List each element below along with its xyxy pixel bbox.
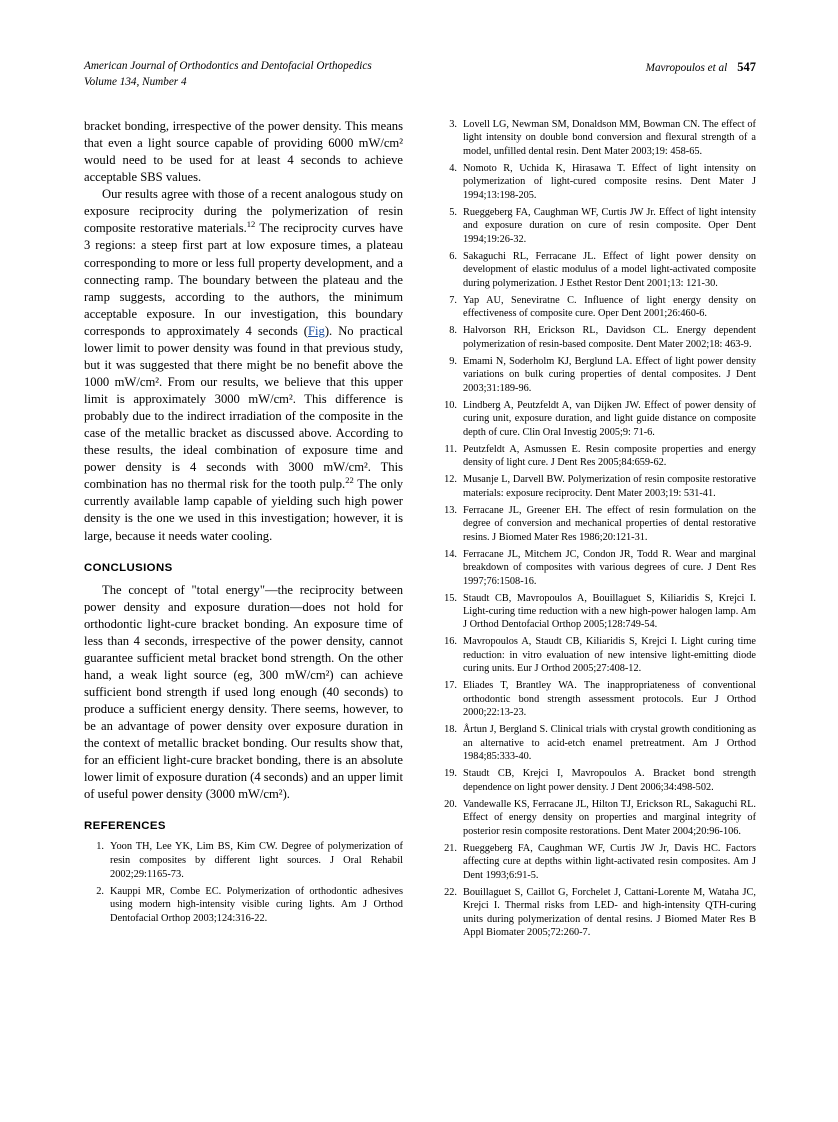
reference-number: 17.	[444, 680, 457, 692]
reference-text: Yoon TH, Lee YK, Lim BS, Kim CW. Degree of polymerization of resin composites by different light sources. J Oral Rehabil 2002;29:1165-73.	[110, 841, 403, 880]
reference-text: Vandewalle KS, Ferracane JL, Hilton TJ, Erickson RL, Sakaguchi RL. Effect of energy density on properties and marginal integrity of posterior resin composite restorations. Dent Mater 2004;20:96-106.	[463, 798, 756, 837]
reference-number: 14.	[444, 548, 457, 560]
header-authors-page	[646, 58, 756, 76]
reference-number: 12.	[444, 474, 457, 486]
journal-name: American Journal of Orthodontics and Dentofacial Orthopedics	[84, 60, 372, 72]
list-item	[437, 886, 756, 940]
list-item	[437, 162, 756, 202]
list-item	[437, 443, 756, 470]
reference-text: Halvorson RH, Erickson RL, Davidson CL. Energy dependent polymerization of resin-based composite. Dent Mater 2002;18: 463-9.	[463, 325, 756, 350]
two-column-layout	[84, 118, 756, 950]
paragraph-continuation: bracket bonding, irrespective of the power density. This means that even a light source capable of providing 6000 mW/cm² would need to be used for at least 4 seconds to achieve acceptable SBS values.	[84, 119, 403, 185]
reference-number: 4.	[449, 162, 457, 174]
list-item	[437, 723, 756, 763]
list-item	[437, 504, 756, 544]
list-item	[437, 250, 756, 290]
reference-text: Emami N, Soderholm KJ, Berglund LA. Effect of light power density variations on bulk curing properties of dental composites. J Dent 2003;31:189-96.	[463, 355, 756, 394]
reference-number: 5.	[449, 206, 457, 218]
reference-number: 16.	[444, 636, 457, 648]
reference-text: Lovell LG, Newman SM, Donaldson MM, Bowman CN. The effect of light intensity on double bond conversion and flexural strength of a model, unfilled dental resin. Dent Mater 2003;19: 458-65.	[463, 119, 756, 157]
reference-text: Bouillaguet S, Caillot G, Forchelet J, Cattani-Lorente M, Wataha JC, Krejci I. Thermal risks from LED- and high-intensity QTH-curing units during polymerization of dental resins. J Biomed Mater Res B Appl Biomater 2005;72:260-7.	[463, 886, 756, 939]
reference-list-right	[437, 118, 756, 947]
reference-text: Peutzfeldt A, Asmussen E. Resin composite properties and energy density of light cure. J Dent Res 2005;84:659-62.	[463, 443, 756, 469]
figure-link[interactable]: Fig	[308, 323, 325, 338]
list-item	[437, 842, 756, 882]
list-item	[437, 548, 756, 588]
right-column	[437, 118, 756, 950]
para2-part2: The reciprocity curves have 3 regions: a steep first part at low exposure times, a plateau corresponding to more or less full property development, and a connecting ramp. The boundary between the plateau and the ramp suggests, according to the authors, the minimum acceptable exposure. In our investigation, this boundary corresponds to approximately 4 seconds (	[84, 221, 403, 338]
reference-text: Yap AU, Seneviratne C. Influence of light energy density on effectiveness of composite cure. Oper Dent 2001;26:460-6.	[463, 294, 756, 320]
reference-number: 1.	[96, 841, 104, 853]
list-item	[437, 294, 756, 321]
citation-22: 22	[345, 475, 354, 486]
list-item	[437, 767, 756, 794]
reference-text: Staudt CB, Krejci I, Mavropoulos A. Bracket bond strength dependence on light power density. J Dent 2006;34:498-502.	[463, 768, 756, 793]
reference-number: 11.	[444, 443, 457, 455]
reference-number: 2.	[96, 885, 104, 897]
reference-text: Rueggeberg FA, Caughman WF, Curtis JW Jr, Davis HC. Factors affecting cure at depths within light-activated resin composites. Am J Dent 1993;6:91-5.	[463, 842, 756, 881]
left-column	[84, 118, 403, 950]
list-item	[84, 885, 403, 926]
list-item	[437, 118, 756, 158]
reference-number: 6.	[449, 250, 457, 262]
list-item	[84, 840, 403, 881]
list-item	[437, 355, 756, 395]
paragraph-conclusions: The concept of "total energy"—the reciprocity between power density and exposure duration—does not hold for orthodontic light-cure bracket bonding. An exposure time of less than 4 seconds, irrespective of the power density, cannot guarantee sufficient metal bracket bond strength. On the other hand, a weak light source (eg, 300 mW/cm²) can achieve sufficient bond strength if used long enough (40 seconds) to produce a sufficient energy density. There seems, however, to be an advantage of power density over exposure duration in the context of metallic bracket bonding. Our results show that, for an efficient light-cure bracket bonding, there is an absolute lower limit of exposure duration (4 seconds) and an upper limit of useful power density (3000 mW/cm²).	[84, 582, 403, 802]
reference-number: 19.	[444, 768, 457, 780]
reference-number: 3.	[449, 119, 457, 130]
references-heading: REFERENCES	[84, 820, 166, 833]
reference-number: 21.	[444, 842, 457, 854]
list-item	[437, 592, 756, 632]
journal-title-block	[84, 58, 372, 90]
page-number: 547	[737, 60, 756, 74]
reference-text: Musanje L, Darvell BW. Polymerization of resin composite restorative materials: exposure reciprocity. Dent Mater 2003;19: 531-41.	[463, 474, 756, 499]
reference-number: 22.	[444, 886, 457, 898]
reference-number: 15.	[444, 592, 457, 604]
reference-text: Eliades T, Brantley WA. The inappropriateness of conventional orthodontic bond strength assessment protocols. Eur J Orthod 2000;22:13-23.	[463, 680, 756, 719]
page-header	[84, 58, 756, 90]
list-item	[437, 399, 756, 439]
reference-number: 8.	[449, 325, 457, 337]
journal-volume: Volume 134, Number 4	[84, 76, 187, 89]
reference-number: 18.	[444, 724, 457, 736]
citation-12: 12	[246, 219, 256, 230]
reference-text: Mavropoulos A, Staudt CB, Kiliaridis S, Krejci I. Light curing time reduction: in vitro evaluation of new intensive light-emitting diode curing units. Eur J Orthod 2005;27:408-12.	[463, 636, 756, 675]
reference-text: Staudt CB, Mavropoulos A, Bouillaguet S, Kiliaridis S, Krejci I. Light-curing time reduction with a new high-power halogen lamp. Am J Orthod Dentofacial Orthop 2005;128:749-54.	[463, 592, 756, 631]
reference-text: Sakaguchi RL, Ferracane JL. Effect of light power density on development of elastic modulus of a model light-activated composite during polymerization. J Esthet Restor Dent 2001;13: 121-30.	[463, 250, 756, 289]
reference-number: 20.	[444, 798, 457, 810]
list-item	[437, 679, 756, 719]
reference-number: 9.	[449, 355, 457, 367]
list-item	[437, 635, 756, 675]
reference-text: Kauppi MR, Combe EC. Polymerization of orthodontic adhesives using modern high-intensity visible curing lights. Am J Orthod Dentofacial Orthop 2003;124:316-22.	[110, 885, 403, 924]
para2-part3: ). No practical lower limit to power density was found in that previous study, but it was suggested that there might be no benefit above the 1000 mW/cm². From our results, we believe that this upper limit is approximately 3000 mW/cm². This difference is probably due to the indirect irradiation of the composite in the case of the metallic bracket as discussed above. According to these results, the ideal combination of exposure time and power density is 4 seconds with 3000 mW/cm². This combination has no thermal risk for the tooth pulp.	[84, 323, 403, 492]
reference-number: 13.	[444, 504, 457, 516]
reference-text: Ferracane JL, Mitchem JC, Condon JR, Todd R. Wear and marginal breakdown of composites with various degrees of cure. J Dent Res 1997;76:1508-16.	[463, 548, 756, 587]
reference-text: Nomoto R, Uchida K, Hirasawa T. Effect of light intensity on polymerization of light-cured composite resins. Dent Mater J 1994;13:198-205.	[463, 162, 756, 201]
running-authors: Mavropoulos et al	[645, 62, 728, 74]
para2-part4: The only currently available lamp capable of yielding such high power density is the one we used in this investigation; however, it is large, because it needs water cooling.	[84, 477, 403, 543]
paragraph-discussion	[84, 186, 403, 544]
reference-number: 7.	[449, 294, 457, 306]
reference-list-left	[84, 840, 403, 925]
list-item	[437, 473, 756, 500]
list-item	[437, 798, 756, 838]
conclusions-heading: CONCLUSIONS	[84, 561, 173, 574]
list-item	[437, 324, 756, 351]
reference-number: 10.	[444, 399, 457, 411]
reference-text: Ferracane JL, Greener EH. The effect of resin formulation on the degree of conversion and mechanical properties of dental restorative resins. J Biomed Mater Res 1986;20:121-31.	[463, 504, 756, 543]
para2-part1: Our results agree with those of a recent analogous study on exposure reciprocity during the polymerization of resin composite restorative materials.	[84, 187, 403, 236]
reference-text: Lindberg A, Peutzfeldt A, van Dijken JW. Effect of power density of curing unit, exposure duration, and light guide distance on composite depth of cure. Clin Oral Investig 2005;9: 71-6.	[463, 399, 756, 438]
reference-text: Rueggeberg FA, Caughman WF, Curtis JW Jr. Effect of light intensity and exposure duration on cure of resin composite. Oper Dent 1994;19:26-32.	[463, 206, 756, 245]
reference-text: Årtun J, Bergland S. Clinical trials with crystal growth conditioning as an alternative to acid-etch enamel pretreatment. Am J Orthod 1984;85:333-40.	[463, 724, 756, 763]
list-item	[437, 206, 756, 246]
